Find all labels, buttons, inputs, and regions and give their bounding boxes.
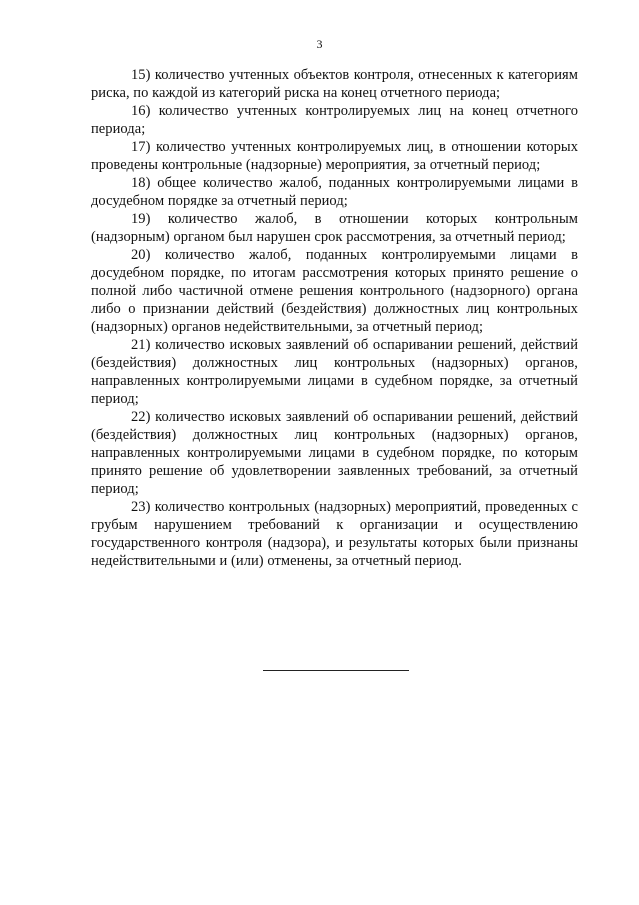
- list-item-17: 17) количество учтенных контролируемых лиц, в отношении которых проведены контрольные (надзорные) мероприятия, за отчетный период;: [91, 139, 578, 173]
- page-number: 3: [316, 37, 323, 51]
- list-item-21: 21) количество исковых заявлений об оспаривании решений, действий (бездействия) должностных лиц контрольных (надзорных) органов, направленных контролируемыми лицами в судебном порядке, за отчетный период;: [91, 337, 578, 407]
- document-body: [91, 66, 578, 570]
- list-item-15: 15) количество учтенных объектов контроля, отнесенных к категориям риска, по каждой из категорий риска на конец отчетного периода;: [91, 67, 578, 101]
- list-item-22: 22) количество исковых заявлений об оспаривании решений, действий (бездействия) должностных лиц контрольных (надзорных) органов, направленных контролируемыми лицами в судебном порядке, по которым принято решение об удовлетворении заявленных требований, за отчетный период;: [91, 409, 578, 497]
- list-item-19: 19) количество жалоб, в отношении которых контрольным (надзорным) органом был нарушен срок рассмотрения, за отчетный период;: [91, 211, 578, 245]
- list-item-18: 18) общее количество жалоб, поданных контролируемыми лицами в досудебном порядке за отчетный период;: [91, 175, 578, 209]
- end-separator-line: [263, 670, 409, 671]
- list-item-23: 23) количество контрольных (надзорных) мероприятий, проведенных с грубым нарушением требований к организации и осуществлению государственного контроля (надзора), и результаты которых были признаны недействительными и (или) отменены, за отчетный период.: [91, 499, 578, 569]
- list-item-20: 20) количество жалоб, поданных контролируемыми лицами в досудебном порядке, по итогам рассмотрения которых принято решение о полной либо частичной отмене решения контрольного (надзорного) органа либо о признании действий (бездействия) должностных лиц контрольных (надзорных) органов недействительными, за отчетный период;: [91, 247, 578, 335]
- list-item-16: 16) количество учтенных контролируемых лиц на конец отчетного периода;: [91, 103, 578, 137]
